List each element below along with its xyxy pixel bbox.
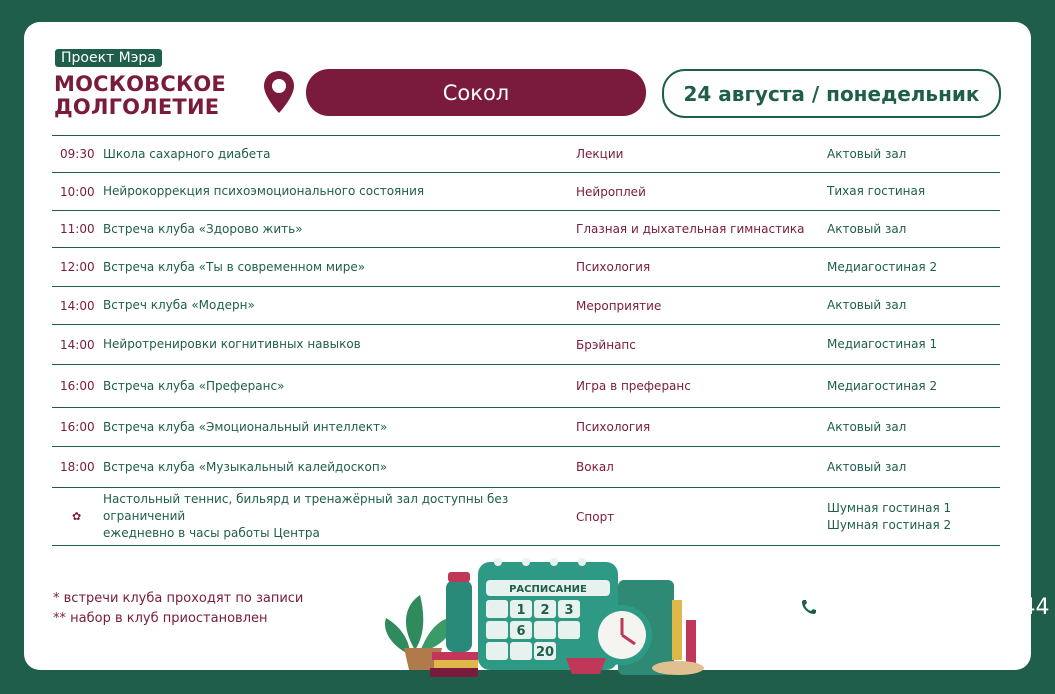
event-place: Тихая гостиная [827,184,926,198]
event-time: 12:00 [60,260,95,274]
logo-line1: МОСКОВСКОЕ [54,72,226,96]
event-title: Школа сахарного диабета [103,146,271,161]
event-title: Встреча клуба «Здорово жить» [103,221,303,236]
event-place: Актовый зал [827,146,907,161]
svg-text:3: 3 [564,603,574,618]
event-time: 18:00 [60,460,95,474]
event-place: Актовый зал [827,419,907,434]
location-pin-icon [262,69,296,115]
event-title: Нейротренировки когнитивных навыков [103,337,361,351]
event-title [103,488,573,545]
event-title-line2: ежедневно в часы работы Центра [103,526,320,540]
event-time: 10:00 [60,184,95,199]
event-category: Мероприятие [576,298,662,313]
event-place-line2: Шумная гостиная 2 [827,517,952,532]
event-place: Медиагостиная 2 [827,259,938,274]
event-category: Психология [576,260,651,274]
event-title: Встреча клуба «Эмоциональный интеллект» [103,419,388,434]
event-category: Психология [576,420,651,434]
event-category: Глазная и дыхательная гимнастика [576,222,805,236]
table-row [52,172,1000,210]
globe-icon [795,635,823,663]
table-row [52,487,1000,546]
svg-text:1: 1 [516,603,526,618]
event-place-line1: Шумная гостиная 1 [827,500,952,515]
event-category: Лекции [576,147,624,161]
footnote-1: * встречи клуба проходят по записи [53,591,304,606]
footnote-2: ** набор в клуб приостановлен [53,611,268,626]
table-row [52,286,1000,324]
event-title: Встреча клуба «Преферанс» [103,378,285,393]
logo-line2: ДОЛГОЛЕТИЕ [54,95,220,119]
schedule-illustration [320,540,740,690]
event-place: Актовый зал [827,298,907,312]
event-category: Игра в преферанс [576,379,691,393]
event-place [827,488,997,545]
calendar-label: РАСПИСАНИЕ [509,584,587,595]
phone-row [795,590,1050,624]
event-category: Нейроплей [576,184,646,199]
event-category: Вокал [576,460,614,474]
table-row [52,324,1000,364]
svg-text:2: 2 [540,603,550,618]
table-row [52,135,1000,172]
event-place: Медиагостиная 1 [827,337,938,351]
footnotes [53,589,303,629]
contacts [795,590,1050,674]
phone-icon [795,593,823,621]
event-title: Нейрокоррекция психоэмоционального состояния [103,184,425,198]
schedule-table [52,135,1000,546]
site-row [795,632,1050,666]
event-title: Встреча клуба «Музыкальный калейдоскоп» [103,459,388,474]
event-time: 16:00 [60,379,95,393]
website-link[interactable]: mos.ru/md [832,636,952,662]
date-label: 24 августа / понедельник [662,69,1001,118]
table-row [52,247,1000,286]
table-row [52,446,1000,487]
phone-number[interactable]: +7 (495) 870 44 44 [832,594,1050,620]
event-title: Встреча клуба «Ты в современном мире» [103,259,366,274]
event-time: 09:30 [60,147,95,161]
event-time: 14:00 [60,298,95,313]
table-row [52,407,1000,446]
event-place: Медиагостиная 2 [827,378,938,393]
project-tag: Проект Мэра [55,49,162,67]
flower-icon: ✿ [72,510,82,523]
event-place: Актовый зал [827,221,907,236]
event-category: Брэйнапс [576,337,636,352]
event-category: Спорт [576,509,615,524]
event-time: 16:00 [60,420,95,434]
district-name: Сокол [306,69,646,116]
event-title-line1: Настольный теннис, бильярд и тренажёрный зал доступны без ограничений [103,492,509,523]
event-time: 14:00 [60,337,95,352]
event-place: Актовый зал [827,459,907,474]
event-time: 11:00 [60,222,95,236]
logo [54,73,226,119]
svg-text:6: 6 [516,624,526,639]
svg-text:20: 20 [535,645,555,660]
table-row [52,364,1000,407]
table-row [52,210,1000,247]
event-title: Встреч клуба «Модерн» [103,298,255,312]
